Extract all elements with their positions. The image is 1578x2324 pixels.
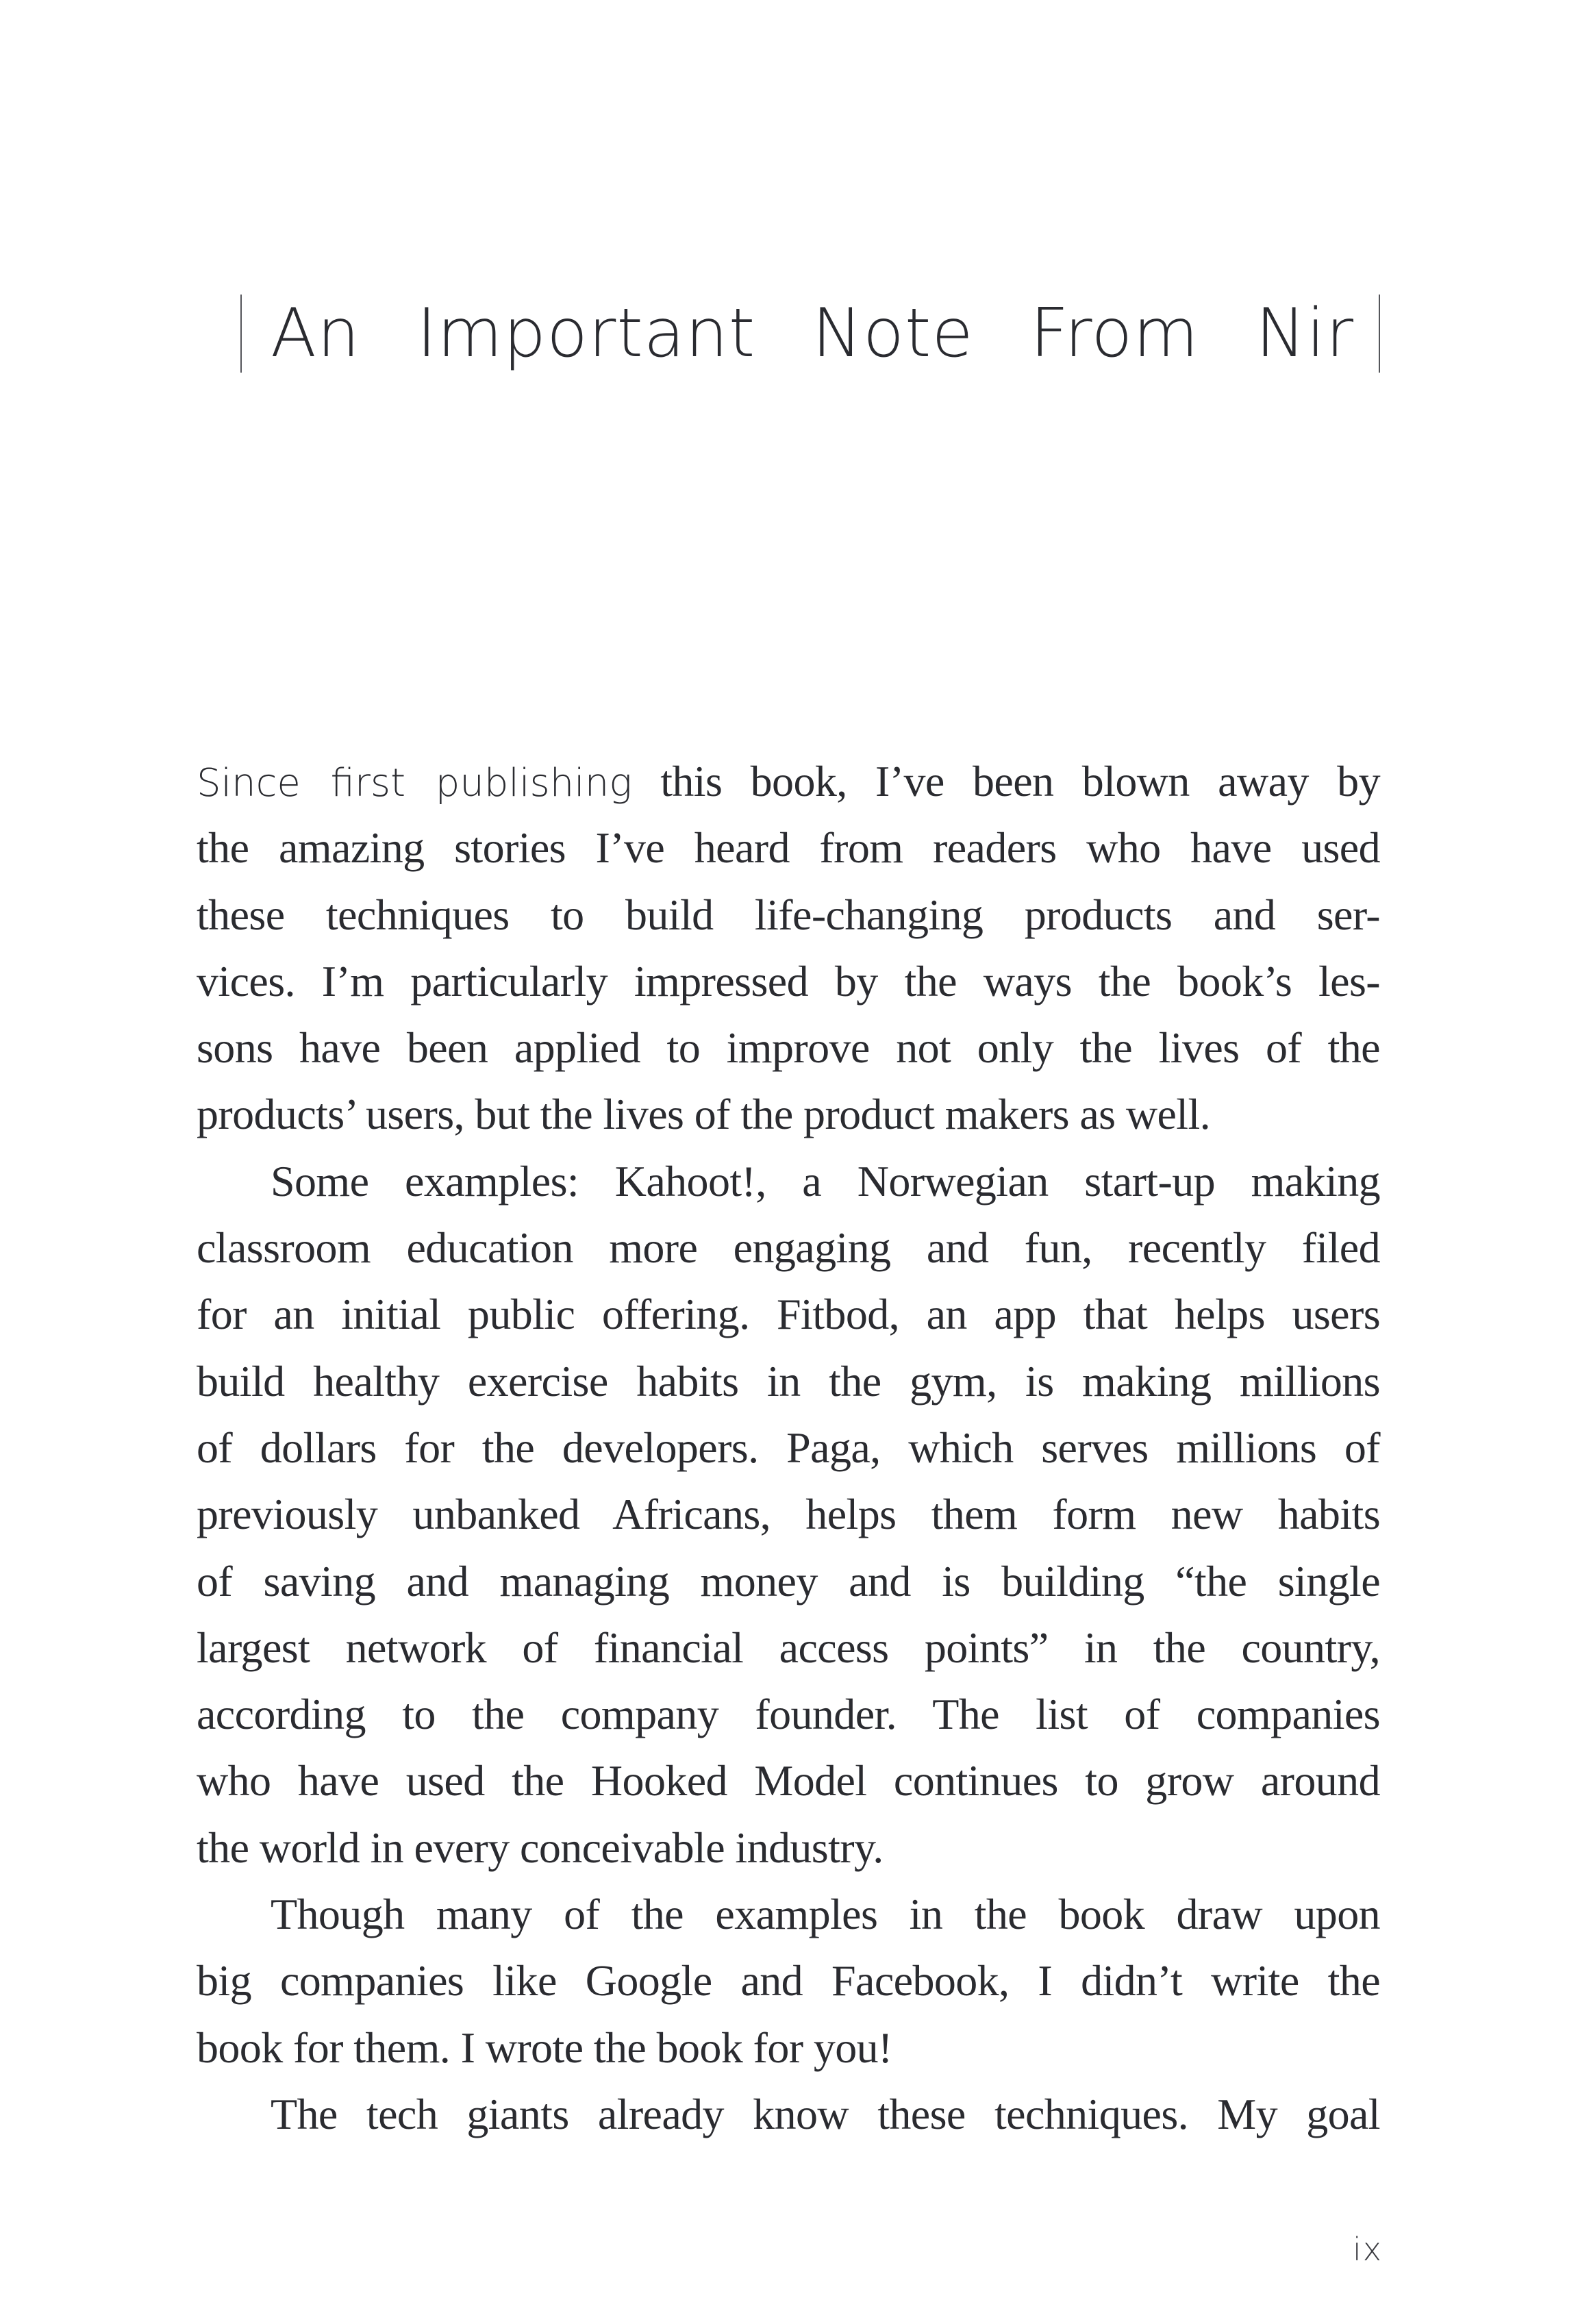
line-text: this book, I’ve been blown away by: [631, 757, 1380, 805]
chapter-heading: [240, 295, 1380, 373]
page-title: An Important Note From Nir: [271, 295, 1354, 373]
body-line: classroom education more engaging and fun, recently filed: [197, 1223, 1380, 1273]
title-left-rule: [240, 295, 242, 373]
body-line: the world in every conceivable industry.: [197, 1823, 884, 1872]
body-line: for an initial public offering. Fitbod, an app that helps users: [197, 1290, 1380, 1339]
body-line: of dollars for the developers. Paga, which serves millions of: [197, 1423, 1380, 1472]
body-line: Some examples: Kahoot!, a Norwegian start-up making: [271, 1156, 1380, 1205]
body-line: sons have been applied to improve not only the lives of the: [197, 1023, 1380, 1073]
lead-in-text: Since first publishing: [197, 761, 632, 805]
body-line: the amazing stories I’ve heard from readers who have used: [197, 823, 1380, 873]
body-line: book for them. I wrote the book for you!: [197, 2023, 892, 2072]
body-line: of saving and managing money and is building “the single: [197, 1556, 1380, 1605]
body-line: build healthy exercise habits in the gym, is making millions: [197, 1356, 1380, 1405]
body-line: according to the company founder. The list of companies: [197, 1690, 1380, 1739]
body-line: Though many of the examples in the book draw upon: [271, 1890, 1380, 1939]
page-number: ix: [1353, 2231, 1383, 2268]
body-line: who have used the Hooked Model continues to grow around: [197, 1756, 1380, 1806]
body-line: [197, 748, 1380, 814]
body-line: previously unbanked Africans, helps them form new habits: [197, 1490, 1380, 1539]
body-text: [197, 748, 1380, 2147]
body-line: these techniques to build life-changing products and ser-: [197, 890, 1380, 939]
title-right-rule: [1379, 295, 1380, 373]
body-line: largest network of financial access points” in the country,: [197, 1623, 1380, 1672]
body-line: vices. I’m particularly impressed by the ways the book’s les-: [197, 956, 1380, 1005]
body-line: big companies like Google and Facebook, I didn’t write the: [197, 1956, 1380, 2006]
body-line: The tech giants already know these techniques. My goal: [271, 2089, 1380, 2138]
body-line: products’ users, but the lives of the product makers as well.: [197, 1090, 1211, 1139]
